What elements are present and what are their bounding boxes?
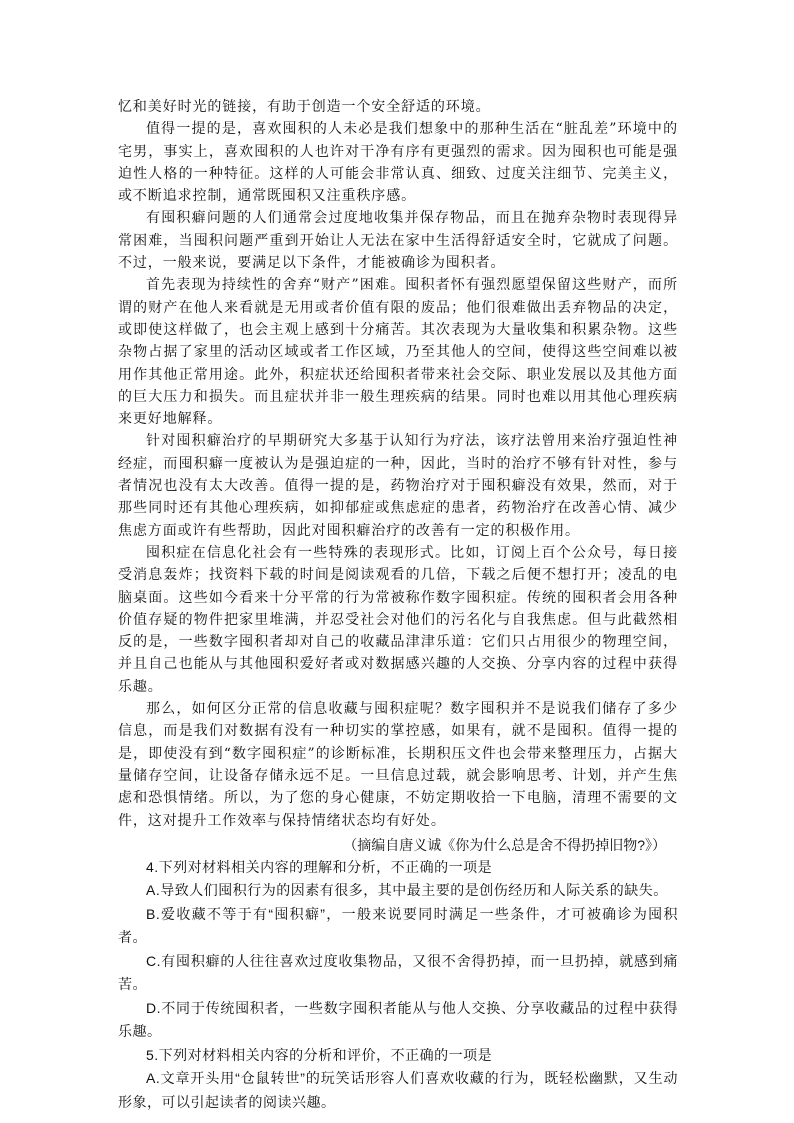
- question-4-option-a: A.导致人们囤积行为的因素有很多，其中最主要的是创伤经历和人际关系的缺失。: [146, 882, 668, 899]
- article-paragraph: 有囤积癖问题的人们通常会过度地收集并保存物品，而且在抛弃杂物时表现得异常困难，当囤积问题严重到开始让人无法在家中生活得舒适安全时，它就成了问题。不过，一般来说，要满足以下条件，才能被确诊为囤积者。: [118, 210, 678, 272]
- article-paragraph: 首先表现为持续性的舍弃“财产”困难。囤积者怀有强烈愿望保留这些财产，而所谓的财产在他人来看就是无用或者价值有限的废品；他们很难做出丢弃物品的决定，或即使这样做了，也会主观上感到十分痛苦。其次表现为大量收集和积累杂物。这些杂物占据了家里的活动区域或者工作区域，乃至其他人的空间，使得这些空间难以被用作其他正常用途。此外，积症状还给囤积者带来社会交际、职业发展以及其他方面的巨大压力和损失。而且症状并非一般生理疾病的结果。同时也难以用其他心理疾病来更好地解释。: [118, 277, 678, 428]
- question-5-stem: 5.下列对材料相关内容的分析和评价，不正确的一项是: [146, 1046, 493, 1063]
- question-4-option-d: D.不同于传统囤积者，一些数字囤积者能从与他人交换、分享收藏品的过程中获得乐趣。: [118, 999, 678, 1040]
- article-source: （摘编自唐义诚《你为什么总是舍不得扔掉旧物?》）: [343, 836, 666, 853]
- question-4-option-c: C.有囤积癖的人往往喜欢过度收集物品，又很不舍得扔掉，而一旦扔掉，就感到痛苦。: [118, 952, 678, 993]
- article-paragraph: 针对囤积癖治疗的早期研究大多基于认知行为疗法，该疗法曾用来治疗强迫性神经症，而囤积癖一度被认为是强迫症的一种，因此，当时的治疗不够有针对性，参与者情况也没有太大改善。值得一提的是，药物治疗对于囤积癖没有效果，然而，对于那些同时还有其他心理疾病，如抑郁症或焦虑症的患者，药物治疗在改善心情、减少焦虑方面或许有些帮助，因此对囤积癖治疗的改善有一定的积极作用。: [118, 433, 678, 539]
- article-paragraph: 忆和美好时光的链接，有助于创造一个安全舒适的环境。: [118, 99, 491, 115]
- question-5-option-a: A.文章开头用“仓鼠转世”的玩笑话形容人们喜欢收藏的行为，既轻松幽默，又生动形象，可以引起读者的阅读兴趣。: [118, 1070, 678, 1110]
- question-4-stem: 4.下列对材料相关内容的理解和分析，不正确的一项是: [146, 858, 493, 875]
- question-4-option-b: B.爱收藏不等于有“囤积癖”，一般来说要同时满足一些条件，才可被确诊为囤积者。: [118, 905, 678, 946]
- document-page: [118, 96, 678, 1114]
- article-paragraph: 囤积症在信息化社会有一些特殊的表现形式。比如，订阅上百个公众号，每日接受消息轰炸；找资料下载的时间是阅读观看的几倍，下载之后便不想打开；凌乱的电脑桌面。这些如今看来十分平常的行为常被称作数字囤积症。传统的囤积者会用各种价值存疑的物件把家里堆满，并忍受社会对他们的污名化与自我焦虑。但与此截然相反的是，一些数字囤积者却对自己的收藏品津津乐道：它们只占用很少的物理空间，并且自己也能从与其他囤积爱好者或对数据感兴趣的人交换、分享内容的过程中获得乐趣。: [118, 544, 678, 695]
- article-paragraph: 值得一提的是，喜欢囤积的人未必是我们想象中的那种生活在“脏乱差”环境中的宅男，事实上，喜欢囤积的人也许对干净有序有更强烈的需求。因为囤积也可能是强迫性人格的一种特征。这样的人可能会非常认真、细致、过度关注细节、完美主义，或不断追求控制，通常既囤积又注重秩序感。: [118, 121, 678, 205]
- article-paragraph: 那么，如何区分正常的信息收藏与囤积症呢？数字囤积并不是说我们储存了多少信息，而是我们对数据有没有一种切实的掌控感，如果有，就不是囤积。值得一提的是，即使没有到“数字囤积症”的诊断标准，长期积压文件也会带来整理压力，占据大量储存空间，让设备存储永远不足。一旦信息过载，就会影响思考、计划，并产生焦虑和恐惧情绪。所以，为了您的身心健康，不妨定期收拾一下电脑，清理不需要的文件，这对提升工作效率与保持情绪状态均有好处。: [118, 701, 678, 829]
